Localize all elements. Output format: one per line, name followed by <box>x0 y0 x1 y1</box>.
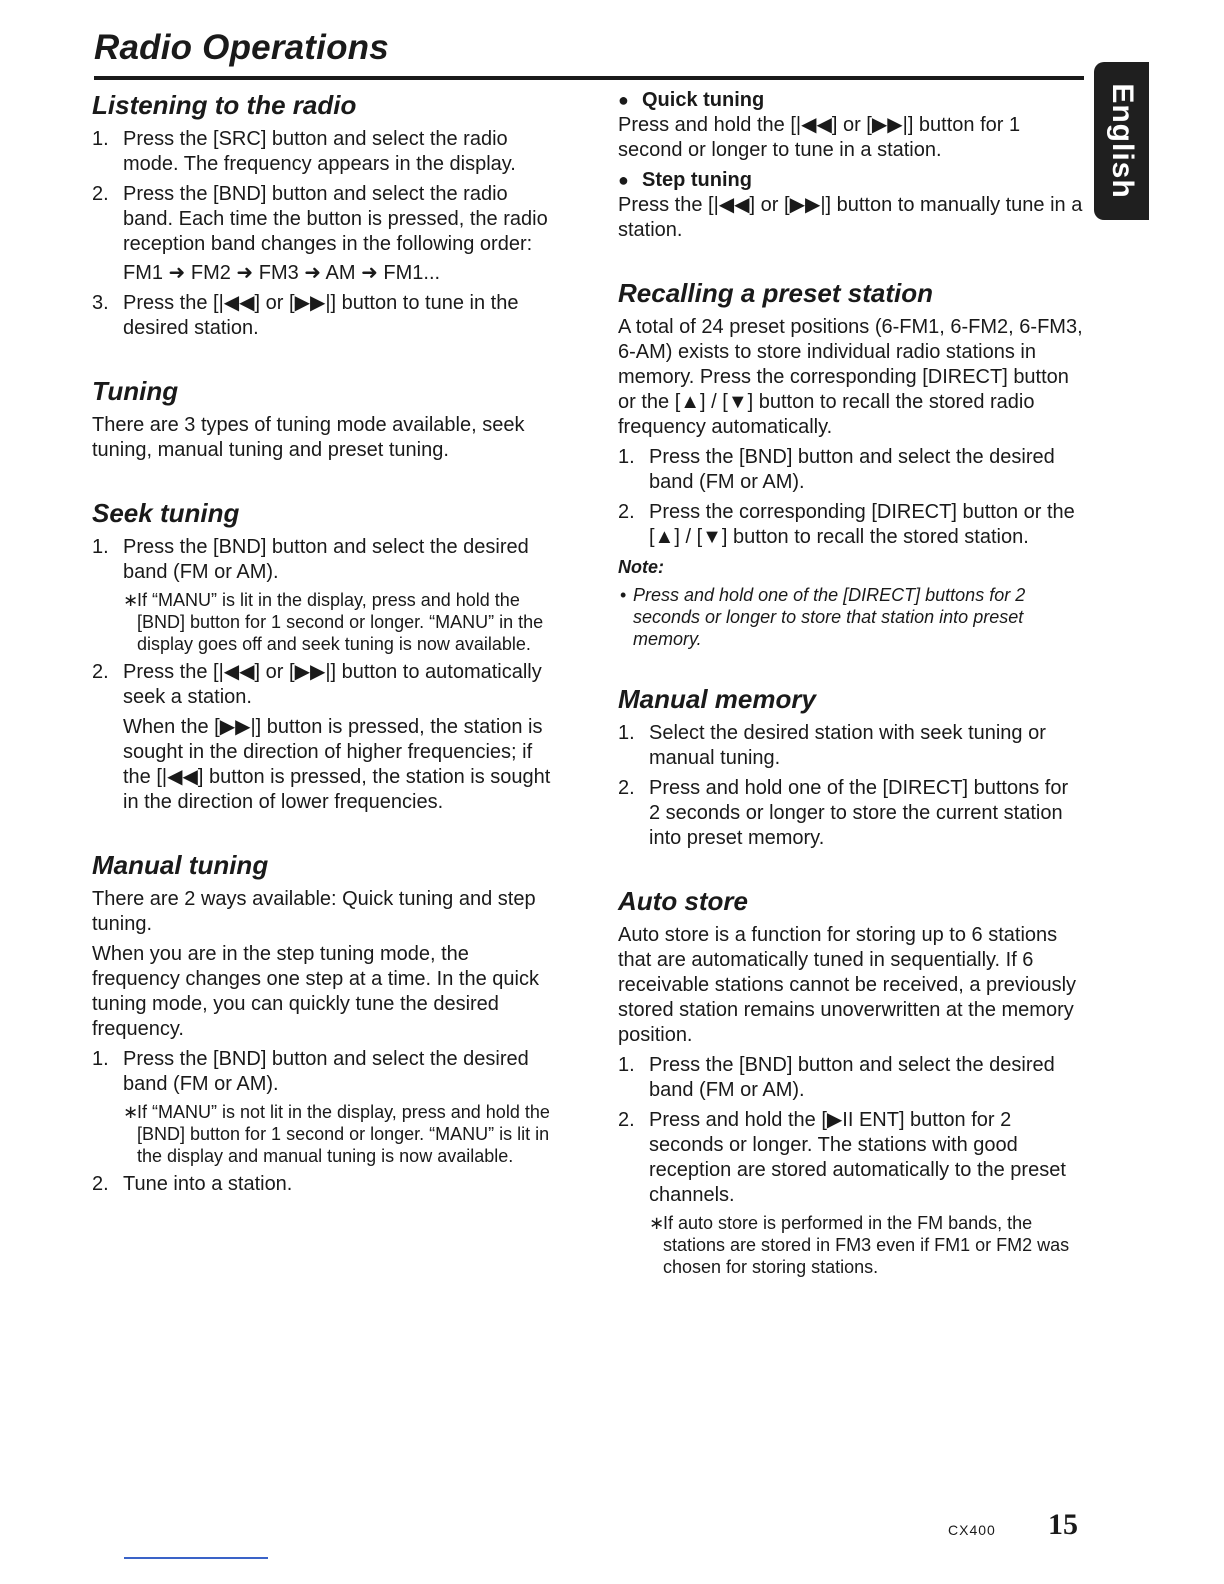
step-text: Press the [SRC] button and select the radio mode. The frequency appears in the display. <box>123 128 516 175</box>
preset-steps <box>618 445 1083 550</box>
auto-store-body: Auto store is a function for storing up to 6 stations that are automatically tuned in sequentially. If 6 receivable stations cannot be received, a previously stored station remains unoverwritten at the memory position. <box>618 924 1077 1046</box>
seek-steps <box>92 535 562 815</box>
left-column <box>92 88 562 1202</box>
step-number: 1. <box>618 1054 635 1076</box>
step-text: Press and hold one of the [DIRECT] buttons for 2 seconds or longer to store the current station into preset memory. <box>649 777 1069 849</box>
list-item <box>92 1047 562 1167</box>
right-column <box>618 88 1083 1283</box>
heading-step-tuning: ● Step tuning <box>618 168 1083 193</box>
step-number: 2. <box>92 661 109 683</box>
manual-body-2: When you are in the step tuning mode, the frequency changes one step at a time. In the quick tuning mode, you can quickly tune the desired frequency. <box>92 943 539 1040</box>
step-tuning-body: Press the [|◀◀] or [▶▶|] button to manually tune in a station. <box>618 194 1083 241</box>
step-number: 2. <box>618 501 635 523</box>
title-rule <box>94 76 1084 80</box>
list-item <box>618 500 1083 550</box>
list-item <box>618 1053 1083 1103</box>
step-text: Press the [BND] button and select the desired band (FM or AM). <box>123 1048 529 1095</box>
step-number: 1. <box>92 536 109 558</box>
band-sequence: FM1 ➜ FM2 ➜ FM3 ➜ AM ➜ FM1... <box>123 262 441 284</box>
heading-seek-tuning: Seek tuning <box>92 498 240 528</box>
step-number: 1. <box>618 446 635 468</box>
auto-store-steps <box>618 1053 1083 1278</box>
seek-sub-note: ∗ If “MANU” is lit in the display, press and hold the [BND] button for 1 second or longer. “MANU” in the display goes off and seek tuning is now available. <box>123 589 562 655</box>
heading-quick-tuning: ● Quick tuning <box>618 88 1083 113</box>
preset-body: A total of 24 preset positions (6-FM1, 6-FM2, 6-FM3, 6-AM) exists to store individual radio stations in memory. Press the corresponding [DIRECT] button or the [▲] / [▼] button to recall the stored radio frequency automatically. <box>618 316 1083 438</box>
list-item <box>618 1108 1083 1278</box>
heading-listening: Listening to the radio <box>92 90 357 120</box>
list-item <box>618 776 1083 851</box>
auto-store-sub-note: ∗ If auto store is performed in the FM bands, the stations are stored in FM3 even if FM1 or FM2 was chosen for storing stations. <box>649 1212 1083 1278</box>
step-number: 1. <box>92 1048 109 1070</box>
list-item <box>92 127 562 177</box>
list-item <box>92 1172 562 1197</box>
step-text: Press the [BND] button and select the desired band (FM or AM). <box>123 536 529 583</box>
seek-direction-text: When the [▶▶|] button is pressed, the station is sought in the direction of higher frequencies; if the [|◀◀] button is pressed, the station is sought in the direction of lower frequencies. <box>123 716 551 813</box>
list-item <box>92 182 562 286</box>
step-text: Press the [BND] button and select the radio band. Each time the button is pressed, the radio reception band changes in the following order: <box>123 183 548 255</box>
list-item <box>92 660 562 815</box>
tuning-body: There are 3 types of tuning mode available, seek tuning, manual tuning and preset tuning. <box>92 414 525 461</box>
list-item <box>92 291 562 341</box>
model-number: CX400 <box>948 1522 996 1538</box>
step-number: 2. <box>618 777 635 799</box>
step-number: 3. <box>92 292 109 314</box>
memory-steps <box>618 721 1083 851</box>
listening-steps <box>92 127 562 341</box>
step-text: Select the desired station with seek tuning or manual tuning. <box>649 722 1046 769</box>
list-item <box>618 721 1083 771</box>
quick-tuning-body: Press and hold the [|◀◀] or [▶▶|] button for 1 second or longer to tune in a station. <box>618 114 1021 161</box>
step-number: 2. <box>92 1173 109 1195</box>
heading-recalling-preset: Recalling a preset station <box>618 278 933 308</box>
page-title: Radio Operations <box>94 28 389 67</box>
step-number: 2. <box>92 183 109 205</box>
step-number: 2. <box>618 1109 635 1131</box>
list-item <box>92 535 562 655</box>
note-label: Note: <box>618 557 664 577</box>
step-text: Press the [BND] button and select the desired band (FM or AM). <box>649 1054 1055 1101</box>
manual-body-1: There are 2 ways available: Quick tuning and step tuning. <box>92 888 536 935</box>
manual-steps <box>92 1047 562 1197</box>
step-text: Press the [|◀◀] or [▶▶|] button to tune in the desired station. <box>123 292 519 339</box>
heading-manual-memory: Manual memory <box>618 684 816 714</box>
heading-tuning: Tuning <box>92 376 179 406</box>
page-number: 15 <box>1048 1508 1078 1541</box>
heading-manual-tuning: Manual tuning <box>92 850 269 880</box>
language-tab <box>1094 62 1149 220</box>
step-text: Press the [BND] button and select the desired band (FM or AM). <box>649 446 1055 493</box>
language-tab-label: English <box>1105 83 1139 199</box>
step-text: Tune into a station. <box>123 1173 293 1195</box>
step-text: Press the [|◀◀] or [▶▶|] button to automatically seek a station. <box>123 661 542 708</box>
manual-sub-note: ∗ If “MANU” is not lit in the display, press and hold the [BND] button for 1 second or longer. “MANU” is lit in the display and manual tuning is now available. <box>123 1101 562 1167</box>
step-text: Press the corresponding [DIRECT] button or the [▲] / [▼] button to recall the stored station. <box>649 501 1075 548</box>
preset-note: • Press and hold one of the [DIRECT] buttons for 2 seconds or longer to store that station into preset memory. <box>618 584 1083 650</box>
list-item <box>618 445 1083 495</box>
footer-rule <box>124 1557 268 1559</box>
step-number: 1. <box>618 722 635 744</box>
heading-auto-store: Auto store <box>618 886 748 916</box>
step-text: Press and hold the [▶II ENT] button for 2 seconds or longer. The stations with good reception are stored automatically to the preset channels. <box>649 1109 1066 1206</box>
step-number: 1. <box>92 128 109 150</box>
